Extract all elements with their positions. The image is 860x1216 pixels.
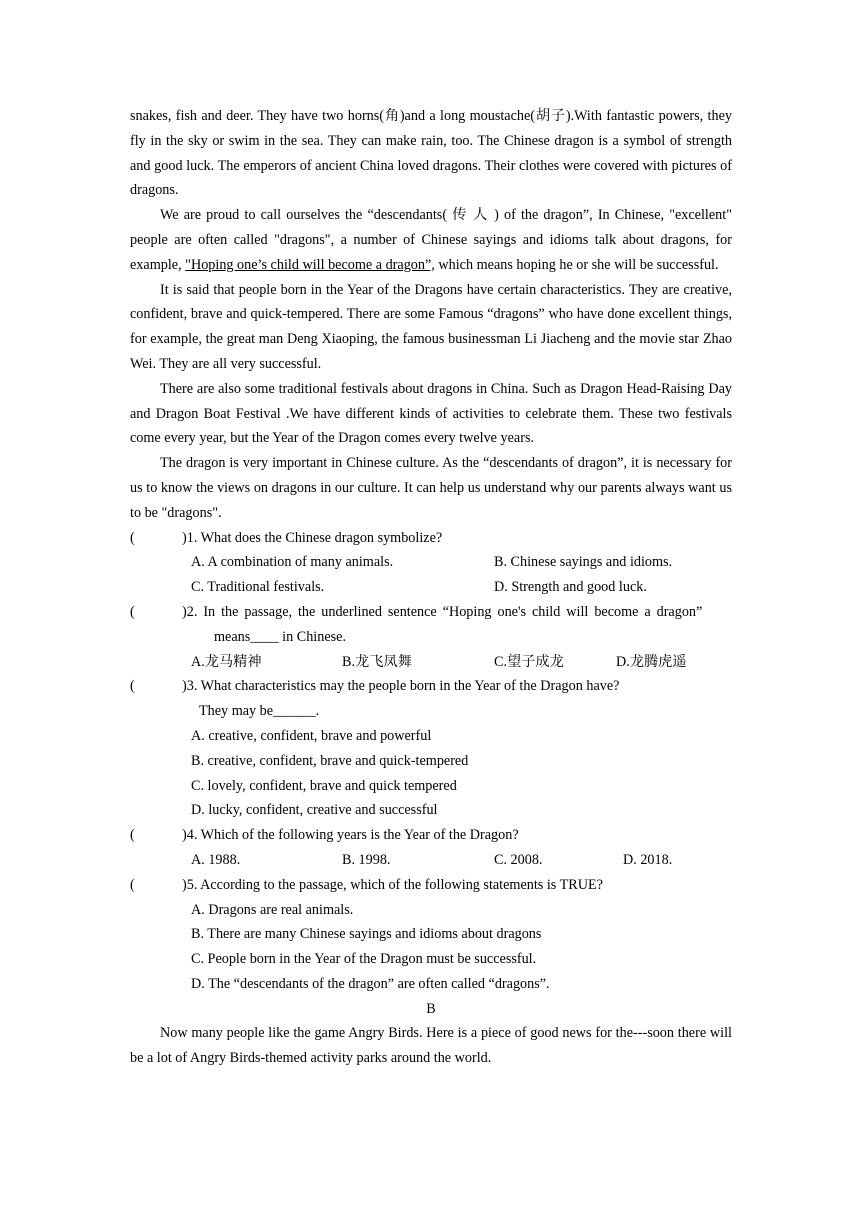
passage-paragraph-2 [130, 203, 732, 277]
option-c: C. 2008. [494, 851, 543, 868]
answer-blank[interactable]: ( [130, 529, 135, 546]
option-a: A. Dragons are real animals. [191, 901, 354, 918]
option-d: D.龙腾虎遥 [616, 653, 687, 670]
underlined-sentence: "Hoping one’s child will become a dragon”, [185, 256, 435, 273]
options-row [130, 650, 732, 675]
option-c: C.望子成龙 [494, 653, 564, 670]
option-c: C. lovely, confident, brave and quick tempered [191, 777, 457, 794]
text: snakes, fish and deer. They have two horns( [130, 108, 385, 124]
option-c: C. Traditional festivals. [191, 579, 325, 596]
option-b: B. There are many Chinese sayings and idioms about dragons [191, 926, 542, 943]
option-d: D. lucky, confident, creative and successful [191, 802, 438, 819]
passage-paragraph-3: It is said that people born in the Year of the Dragons have certain characteristics. They are creative, confident, brave and quick-tempered. There are some Famous “dragons” who have done excellent things, for example, the great man Deng Xiaoping, the famous businessman Li Jiacheng and the movie star Zhao Wei. They are all very successful. [130, 281, 732, 372]
answer-blank[interactable]: ( [130, 603, 135, 620]
passage-paragraph-1 [130, 104, 732, 203]
option-a: A. creative, confident, brave and powerful [191, 727, 432, 744]
answer-blank[interactable]: ( [130, 876, 135, 893]
section-b-paragraph-1: Now many people like the game Angry Birds. Here is a piece of good news for the---soon there will be a lot of Angry Birds-themed activity parks around the world. [130, 1025, 732, 1067]
question-3: ( )3. What characteristics may the people born in the Year of the Dragon have? [130, 674, 732, 699]
passage-paragraph-4: There are also some traditional festivals about dragons in China. Such as Dragon Head-Raising Day and Dragon Boat Festival .We have different kinds of activities to celebrate them. These two festivals come every year, but the Year of the Dragon comes every twelve years. [130, 380, 732, 447]
option-a: A. A combination of many animals. [191, 554, 394, 571]
document-page [130, 104, 732, 1071]
question-continuation: means____ in Chinese. [214, 628, 347, 645]
passage-paragraph-5: The dragon is very important in Chinese culture. As the “descendants of dragon”, it is necessary for us to know the views on dragons in our culture. It can help us understand why our parents always want us to be "dragons". [130, 455, 732, 521]
question-text: 2. In the passage, the underlined sentence “Hoping one's child will become a dragon” [186, 603, 703, 620]
option-a: A. 1988. [191, 851, 241, 868]
text: We are proud to call ourselves the “descendants( 传 人 ) of the dragon”, In Chinese, "excellent" people are often called "dragons", a number of Chinese sayings and idioms talk about dragons, for example, [130, 207, 732, 273]
section-heading: B [426, 1000, 436, 1017]
question-5: ( )5. According to the passage, which of the following statements is TRUE? [130, 873, 732, 898]
text: ).With fantastic powers, they fly in the sky or swim in the sea. They can make rain, too. The Chinese dragon is a symbol of strength and good luck. The emperors of ancient China loved dragons. Their clothes were covered with pictures of dragons. [130, 108, 732, 199]
text: )and a long moustache( [399, 108, 536, 124]
question-4: ( )4. Which of the following years is the Year of the Dragon? [130, 823, 732, 848]
option-b: B. 1998. [342, 851, 391, 868]
question-2: ( )2. In the passage, the underlined sentence “Hoping one's child will become a dragon” [130, 600, 732, 625]
option-b: B. creative, confident, brave and quick-tempered [191, 752, 469, 769]
text: 胡子 [535, 108, 566, 124]
option-a: A.龙马精神 [191, 653, 262, 670]
options-row [130, 575, 732, 600]
question-text: 1. What does the Chinese dragon symbolize? [186, 529, 443, 546]
option-d: D. 2018. [623, 851, 673, 868]
option-d: D. The “descendants of the dragon” are often called “dragons”. [191, 975, 550, 992]
option-b: B. Chinese sayings and idioms. [494, 554, 673, 571]
option-d: D. Strength and good luck. [494, 579, 647, 596]
question-continuation: They may be______. [199, 703, 320, 720]
text: 角 [384, 108, 400, 124]
answer-blank[interactable]: ( [130, 827, 135, 844]
question-text: 4. Which of the following years is the Year of the Dragon? [186, 827, 519, 844]
option-c: C. People born in the Year of the Dragon must be successful. [191, 951, 537, 968]
question-text: 5. According to the passage, which of the following statements is TRUE? [186, 876, 603, 893]
text: which means hoping he or she will be successful. [434, 256, 719, 273]
answer-blank[interactable]: ( [130, 678, 135, 695]
question-text: 3. What characteristics may the people born in the Year of the Dragon have? [186, 678, 620, 695]
options-row [130, 848, 732, 873]
options-row [130, 550, 732, 575]
option-b: B.龙飞凤舞 [342, 653, 412, 670]
question-1: ( )1. What does the Chinese dragon symbolize? [130, 526, 732, 551]
